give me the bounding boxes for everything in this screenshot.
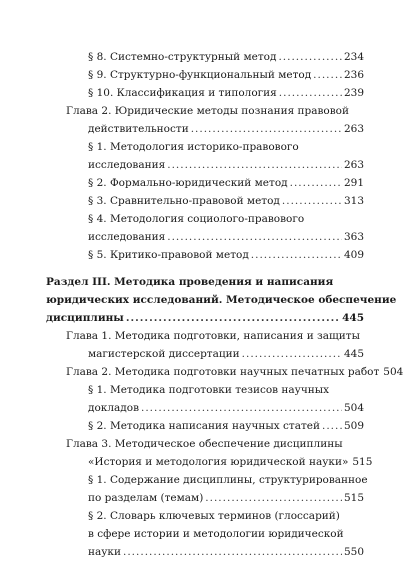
toc-entry-title: Глава 2. Методика подготовки научных печатных работ bbox=[66, 366, 380, 378]
toc-entry bbox=[66, 327, 364, 363]
toc-entry bbox=[66, 435, 373, 471]
toc-entry-title: § 2. Методика написания научных статей bbox=[88, 420, 320, 432]
toc-entry bbox=[66, 363, 404, 381]
toc-section-entry bbox=[46, 273, 397, 327]
toc-page-number: 291 bbox=[343, 177, 364, 189]
toc-entry bbox=[88, 48, 364, 66]
toc-page-number: 263 bbox=[343, 123, 364, 135]
toc-leader-dots bbox=[242, 345, 342, 363]
toc-entry bbox=[88, 192, 364, 210]
toc-entry-title: § 1. Содержание дисциплины, структурированное bbox=[88, 474, 368, 486]
toc-entry bbox=[88, 246, 364, 264]
toc-entry-title: магистерской диссертации bbox=[88, 348, 240, 360]
toc-entry-title: § 8. Системно-структурный метод bbox=[88, 51, 277, 63]
toc-entry bbox=[88, 507, 364, 561]
toc-leader-dots bbox=[278, 48, 342, 66]
toc-page-number: 313 bbox=[343, 195, 364, 207]
toc-entry-title: науки bbox=[88, 546, 121, 558]
toc-page-number: 409 bbox=[343, 249, 364, 261]
toc-entry-title: Глава 3. Методическое обеспечение дисциплины bbox=[66, 438, 343, 450]
toc-entry-title: по разделам (темам) bbox=[88, 492, 204, 504]
toc-page-number: 239 bbox=[343, 87, 364, 99]
toc-entry bbox=[88, 174, 364, 192]
toc-page-number: 515 bbox=[352, 456, 373, 468]
toc-entry-title: докладов bbox=[88, 402, 139, 414]
toc-entry-title: § 9. Структурно-функциональный метод bbox=[88, 69, 312, 81]
toc-leader-dots bbox=[279, 84, 342, 102]
toc-entry-title: юридических исследований. Методическое обеспечение bbox=[46, 294, 397, 306]
toc-page-number: 236 bbox=[343, 69, 364, 81]
toc-leader-dots bbox=[126, 309, 340, 327]
toc-page-number: 550 bbox=[343, 546, 364, 558]
toc-entry bbox=[66, 102, 364, 138]
toc-entry bbox=[88, 381, 364, 417]
toc-page-number: 234 bbox=[343, 51, 364, 63]
toc-leader-dots bbox=[282, 192, 342, 210]
toc-entry-title: § 10. Классификация и типология bbox=[88, 87, 277, 99]
toc-entry bbox=[88, 471, 368, 507]
toc-leader-dots bbox=[313, 66, 342, 84]
toc-leader-dots bbox=[251, 246, 342, 264]
toc-leader-dots bbox=[167, 156, 342, 174]
toc-page-number: 504 bbox=[343, 402, 364, 414]
toc-leader-dots bbox=[205, 489, 342, 507]
toc-entry-title: Раздел III. Методика проведения и написания bbox=[46, 276, 334, 288]
toc-leader-dots bbox=[141, 399, 342, 417]
toc-entry-title: Глава 2. Юридические методы познания правовой bbox=[66, 105, 349, 117]
toc-entry-title: исследования bbox=[88, 159, 166, 171]
toc-entry-title: § 3. Сравнительно-правовой метод bbox=[88, 195, 280, 207]
toc-entry-title: § 1. Методология историко-правового bbox=[88, 141, 299, 153]
toc-entry bbox=[88, 66, 364, 84]
toc-entry-title: § 2. Словарь ключевых терминов (глоссарий) bbox=[88, 510, 340, 522]
toc-entry bbox=[88, 84, 364, 102]
toc-page-number: 445 bbox=[342, 312, 364, 324]
toc-page-number: 445 bbox=[343, 348, 364, 360]
toc-entry bbox=[88, 138, 364, 174]
toc-page-number: 509 bbox=[343, 420, 364, 432]
toc-entry-title: Глава 1. Методика подготовки, написания и защиты bbox=[66, 330, 360, 342]
toc-entry bbox=[88, 417, 364, 435]
toc-page-number: 263 bbox=[343, 159, 364, 171]
toc-entry-title: «История и методология юридической науки» bbox=[88, 456, 349, 468]
toc-leader-dots bbox=[191, 120, 342, 138]
toc-leader-dots bbox=[123, 543, 342, 561]
toc-leader-dots bbox=[322, 417, 342, 435]
toc-entry-title: § 1. Методика подготовки тезисов научных bbox=[88, 384, 330, 396]
toc-entry-title: дисциплины bbox=[46, 312, 124, 324]
toc-entry-title: в сфере истории и методологии юридической bbox=[88, 528, 344, 540]
toc-entry bbox=[88, 210, 364, 246]
toc-entry-title: § 4. Методология социолого-правового bbox=[88, 213, 305, 225]
toc-page-number: 363 bbox=[343, 231, 364, 243]
toc-page-number: 515 bbox=[343, 492, 364, 504]
toc-entry-title: действительности bbox=[88, 123, 189, 135]
toc-leader-dots bbox=[167, 228, 342, 246]
toc-entry-title: § 5. Критико-правовой метод bbox=[88, 249, 249, 261]
toc-page-number: 504 bbox=[383, 366, 404, 378]
toc-entry-title: исследования bbox=[88, 231, 166, 243]
toc-entry-title: § 2. Формально-юридический метод bbox=[88, 177, 288, 189]
toc-leader-dots bbox=[290, 174, 342, 192]
